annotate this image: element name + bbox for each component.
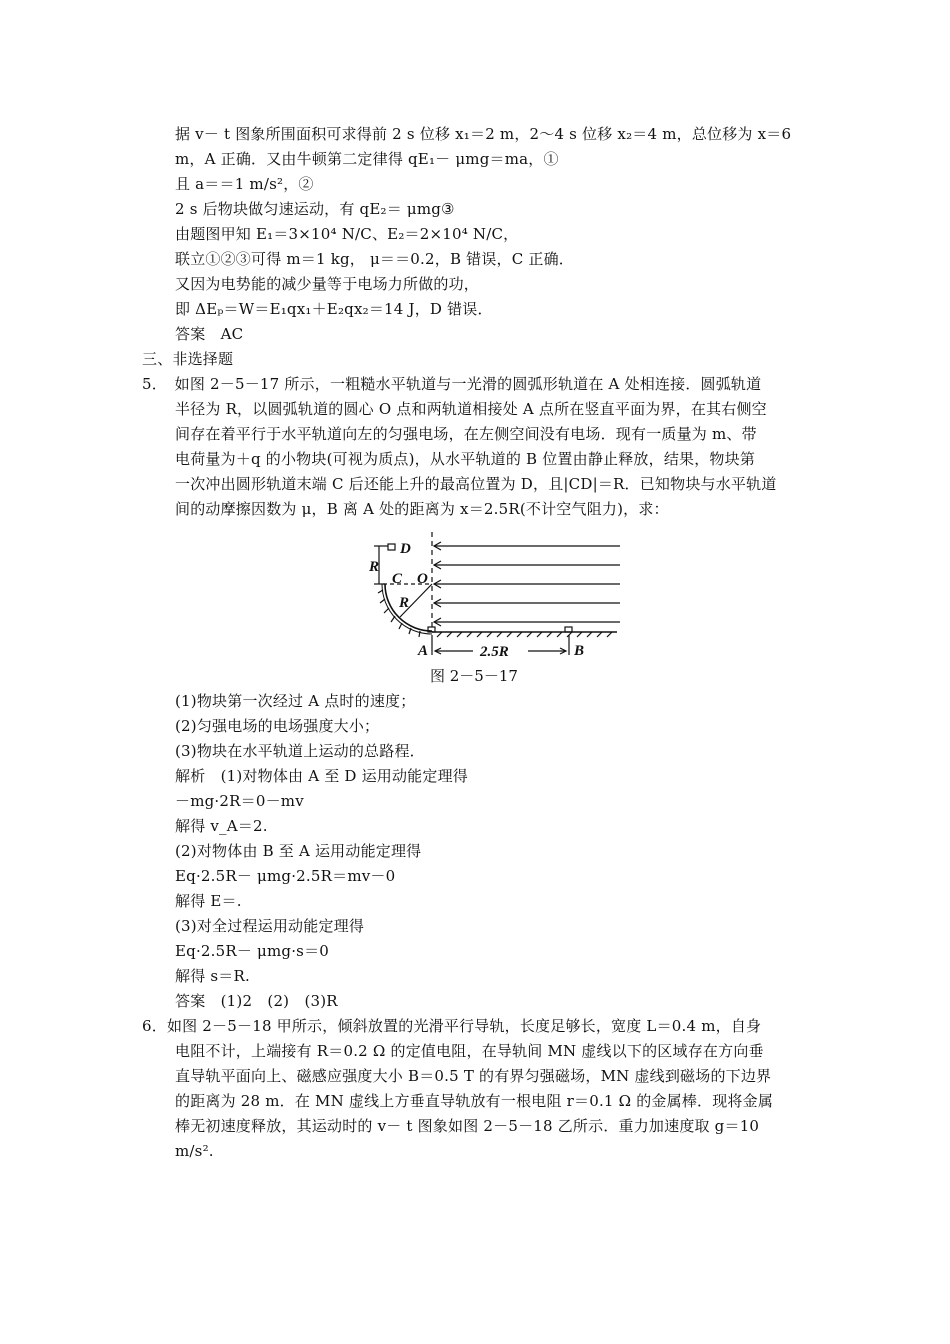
solution-line-2: －mg·2R＝0－mv [175, 792, 304, 810]
solution-line-6: 解得 E＝. [175, 892, 242, 910]
text-line-1: 据 v－ t 图象所围面积可求得前 2 s 位移 x₁＝2 m，2～4 s 位移 x₂＝4 m，总位移为 x＝6 [175, 125, 792, 143]
solution-line-9: 解得 s＝R. [175, 967, 250, 985]
label-O: O [417, 571, 428, 587]
text-line-3: 且 a＝＝1 m/s²，② [175, 175, 314, 193]
text-line-6: 联立①②③可得 m＝1 kg， μ＝＝0.2，B 错误，C 正确． [175, 250, 575, 268]
label-R-top: R [369, 559, 380, 575]
problem-6-line-3: 直导轨平面向上、磁感应强度大小 B＝0.5 T 的有界匀强磁场，MN 虚线到磁场的下边界 [175, 1067, 772, 1085]
subquestion-1: (1)物块第一次经过 A 点时的速度； [175, 692, 416, 710]
figure-2-5-17 [355, 527, 630, 662]
text-line-4: 2 s 后物块做匀速运动，有 qE₂＝ μmg③ [175, 200, 455, 218]
solution-line-8: Eq·2.5R－ μmg·s＝0 [175, 942, 330, 960]
subquestion-3: (3)物块在水平轨道上运动的总路程． [175, 742, 425, 760]
text-line-8: 即 ΔEₚ＝W＝E₁qx₁＋E₂qx₂＝14 J，D 错误． [175, 300, 493, 318]
label-distance: 2.5R [480, 644, 509, 660]
label-D: D [400, 541, 411, 557]
subquestion-2: (2)匀强电场的电场强度大小； [175, 717, 380, 735]
label-B: B [574, 643, 585, 659]
problem-6-line-5: 棒无初速度释放，其运动时的 v－ t 图象如图 2－5－18 乙所示．重力加速度取 g＝10 [175, 1117, 760, 1135]
answer-line-5: 答案 (1)2 (2) (3)R [175, 992, 338, 1010]
solution-line-4: (2)对物体由 B 至 A 运用动能定理得 [175, 842, 422, 860]
text-line-7: 又因为电势能的减少量等于电场力所做的功， [175, 275, 480, 293]
answer-line: 答案 AC [175, 325, 244, 343]
problem-6-line-4: 的距离为 28 m．在 MN 虚线上方垂直导轨放有一根电阻 r＝0.1 Ω 的金属棒．现将金属 [175, 1092, 774, 1110]
figure-caption: 图 2－5－17 [430, 667, 518, 685]
problem-5-line-1: 5． 如图 2－5－17 所示，一粗糙水平轨道与一光滑的圆弧形轨道在 A 处相连接．圆弧轨道 [142, 375, 762, 393]
solution-line-3: 解得 v_A＝2. [175, 817, 268, 835]
problem-5-line-6: 间的动摩擦因数为 μ，B 离 A 处的距离为 x＝2.5R(不计空气阻力)，求： [175, 500, 669, 518]
text-line-5: 由题图甲知 E₁＝3×10⁴ N/C、E₂＝2×10⁴ N/C， [175, 225, 519, 243]
problem-6-line-1: 6．如图 2－5－18 甲所示，倾斜放置的光滑平行导轨，长度足够长，宽度 L＝0.4 m，自身 [142, 1017, 762, 1035]
solution-line-1: 解析 (1)对物体由 A 至 D 运用动能定理得 [175, 767, 468, 785]
problem-5-line-4: 电荷量为＋q 的小物块(可视为质点)，从水平轨道的 B 位置由静止释放，结果，物块第 [175, 450, 756, 468]
label-R-arc: R [399, 595, 410, 611]
problem-6-line-6: m/s². [175, 1142, 214, 1160]
label-A: A [418, 643, 429, 659]
solution-line-5: Eq·2.5R－ μmg·2.5R＝mv－0 [175, 867, 396, 885]
section-heading: 三、非选择题 [142, 350, 234, 368]
label-C: C [392, 571, 403, 587]
text-line-2: m，A 正确．又由牛顿第二定律得 qE₁－ μmg＝ma，① [175, 150, 559, 168]
problem-5-line-5: 一次冲出圆形轨道末端 C 后还能上升的最高位置为 D，且|CD|＝R．已知物块与水平轨道 [175, 475, 777, 493]
problem-6-line-2: 电阻不计，上端接有 R＝0.2 Ω 的定值电阻，在导轨间 MN 虚线以下的区域存在方向垂 [175, 1042, 764, 1060]
problem-5-line-3: 间存在着平行于水平轨道向左的匀强电场，在左侧空间没有电场．现有一质量为 m、带 [175, 425, 757, 443]
solution-line-7: (3)对全过程运用动能定理得 [175, 917, 365, 935]
problem-5-line-2: 半径为 R，以圆弧轨道的圆心 O 点和两轨道相接处 A 点所在竖直平面为界，在其右侧空 [175, 400, 767, 418]
